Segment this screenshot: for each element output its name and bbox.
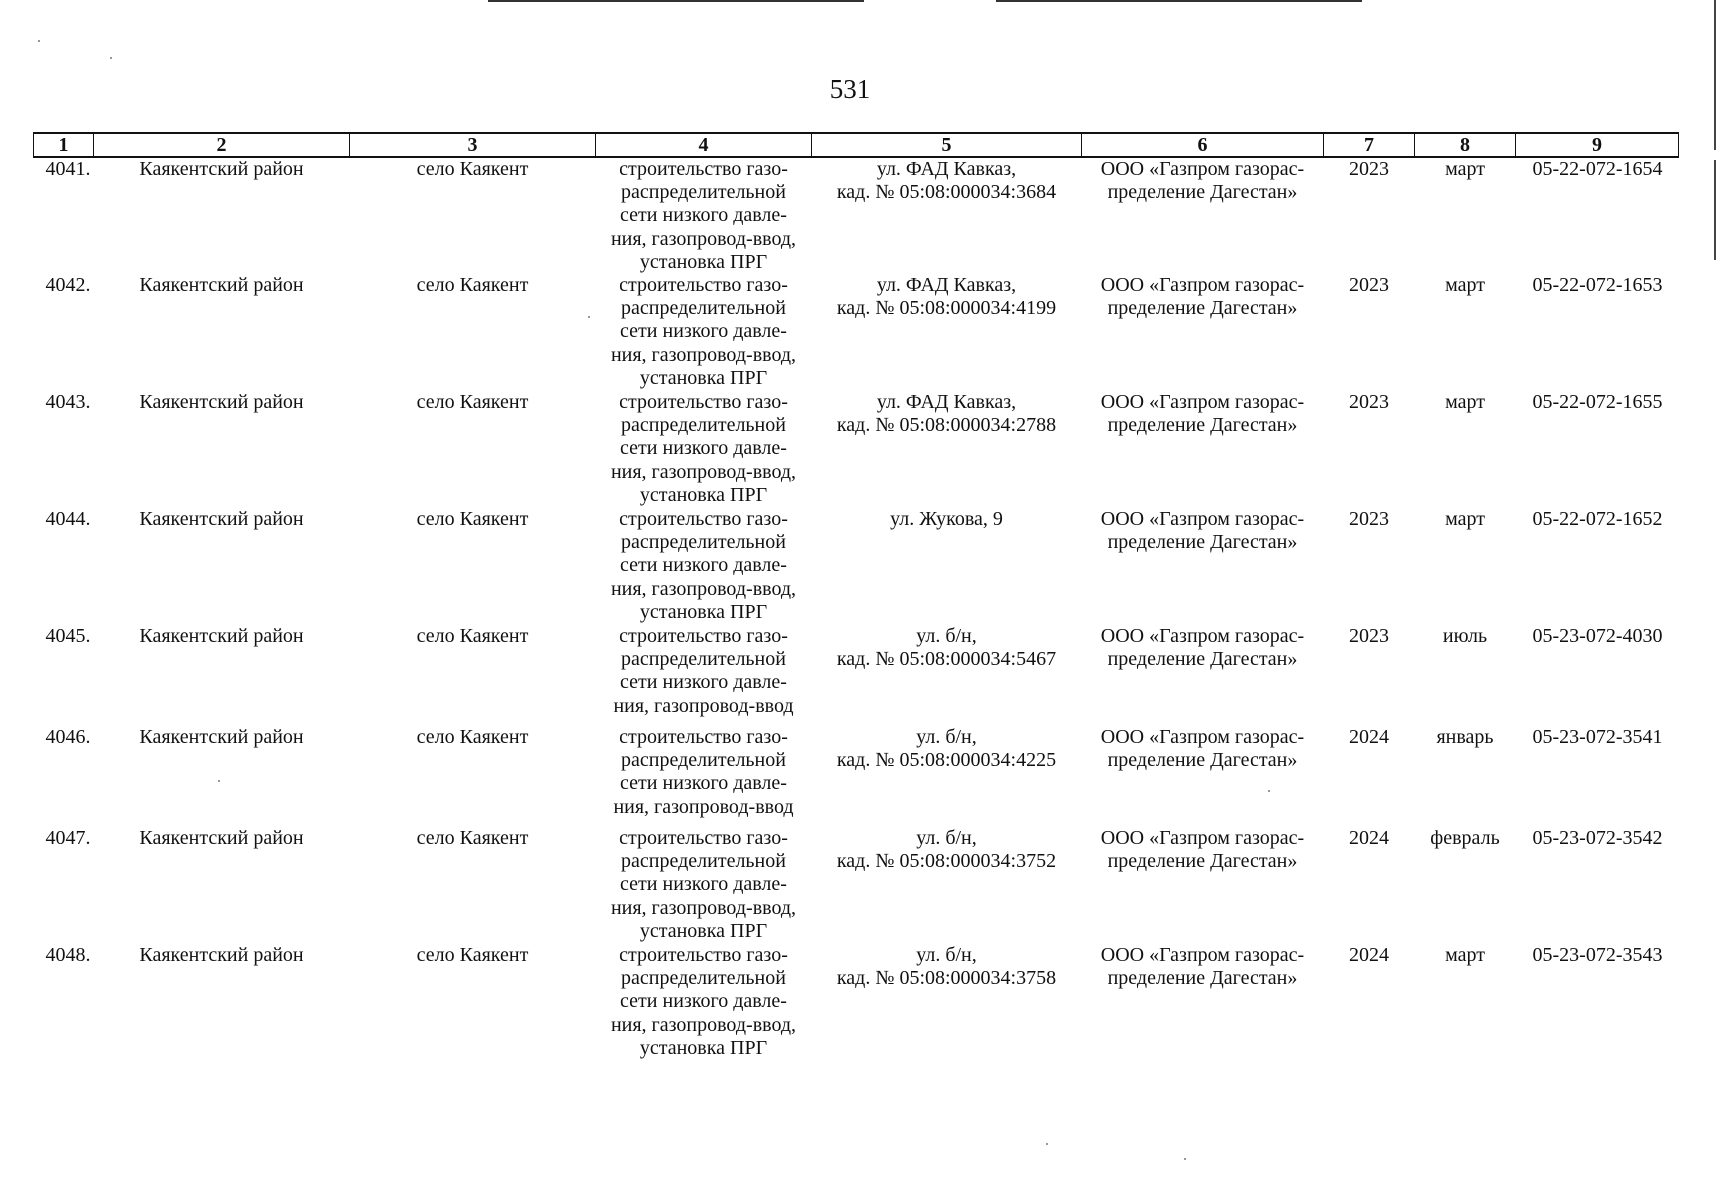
address-cell: ул. Жукова, 9: [890, 508, 1003, 531]
code-cell: 05-22-072-1654: [1532, 158, 1663, 180]
work-description-cell: строительство газо- распределительной сети низкого давле- ния, газопровод-ввод, установка ПРГ: [610, 944, 797, 1059]
settlement-cell: село Каякент: [416, 274, 529, 297]
address-cell: ул. б/н, кад. № 05:08:000034:3758: [836, 944, 1057, 990]
work-description-cell: строительство газо- распределительной сети низкого давле- ния, газопровод-ввод: [613, 625, 794, 717]
district-cell: Каякентский район: [139, 274, 304, 297]
row-number: 4044.: [45, 508, 91, 531]
column-header: 8: [1415, 133, 1516, 157]
year-cell: 2024: [1349, 726, 1389, 749]
scan-speck: [1268, 790, 1270, 792]
table-row: [34, 944, 1679, 1061]
owner-cell: ООО «Газпром газорас- пределение Дагестан»: [1100, 391, 1305, 437]
year-cell: 2023: [1349, 625, 1389, 648]
owner-cell: ООО «Газпром газорас- пределение Дагестан»: [1100, 508, 1305, 554]
address-cell: ул. ФАД Кавказ, кад. № 05:08:000034:4199: [836, 274, 1057, 320]
scan-speck: [38, 40, 40, 42]
page-number: 531: [829, 74, 871, 104]
table-row: [34, 274, 1679, 391]
work-description-cell: строительство газо- распределительной сети низкого давле- ния, газопровод-ввод, установка ПРГ: [610, 158, 797, 273]
table-row: [34, 726, 1679, 827]
settlement-cell: село Каякент: [416, 625, 529, 648]
row-number: 4046.: [45, 726, 91, 749]
year-cell: 2023: [1349, 158, 1389, 180]
scan-top-rule: [996, 0, 1362, 2]
settlement-cell: село Каякент: [416, 158, 529, 180]
district-cell: Каякентский район: [139, 508, 304, 531]
column-header: 7: [1324, 133, 1415, 157]
month-cell: июль: [1442, 625, 1488, 648]
table-row: [34, 391, 1679, 508]
table-row: [34, 625, 1679, 726]
scan-speck: [218, 780, 220, 782]
month-cell: март: [1445, 508, 1485, 531]
address-cell: ул. ФАД Кавказ, кад. № 05:08:000034:2788: [836, 391, 1057, 437]
column-header: 6: [1082, 133, 1324, 157]
district-cell: Каякентский район: [139, 827, 304, 850]
code-cell: 05-23-072-3543: [1532, 944, 1663, 967]
owner-cell: ООО «Газпром газорас- пределение Дагестан»: [1100, 726, 1305, 772]
district-cell: Каякентский район: [139, 391, 304, 414]
scan-speck: [110, 57, 112, 59]
settlement-cell: село Каякент: [416, 508, 529, 531]
month-cell: март: [1445, 944, 1485, 967]
address-cell: ул. б/н, кад. № 05:08:000034:3752: [836, 827, 1057, 873]
scan-speck: [1184, 1158, 1186, 1160]
row-number: 4047.: [45, 827, 91, 850]
year-cell: 2023: [1349, 274, 1389, 297]
district-cell: Каякентский район: [139, 726, 304, 749]
settlement-cell: село Каякент: [416, 827, 529, 850]
register-table: [33, 132, 1679, 1061]
owner-cell: ООО «Газпром газорас- пределение Дагестан»: [1100, 827, 1305, 873]
header-row: [34, 133, 1679, 157]
settlement-cell: село Каякент: [416, 944, 529, 967]
table-row: [34, 508, 1679, 625]
row-number: 4042.: [45, 274, 91, 297]
owner-cell: ООО «Газпром газорас- пределение Дагестан»: [1100, 625, 1305, 671]
work-description-cell: строительство газо- распределительной сети низкого давле- ния, газопровод-ввод, установка ПРГ: [610, 508, 797, 623]
row-number: 4048.: [45, 944, 91, 967]
row-number: 4045.: [45, 625, 91, 648]
column-header: 3: [350, 133, 596, 157]
column-header: 4: [596, 133, 812, 157]
code-cell: 05-22-072-1653: [1532, 274, 1663, 297]
owner-cell: ООО «Газпром газорас- пределение Дагестан»: [1100, 274, 1305, 320]
work-description-cell: строительство газо- распределительной сети низкого давле- ния, газопровод-ввод, установка ПРГ: [610, 827, 797, 942]
settlement-cell: село Каякент: [416, 391, 529, 414]
table-row: [34, 827, 1679, 944]
month-cell: март: [1445, 391, 1485, 414]
code-cell: 05-23-072-4030: [1532, 625, 1663, 648]
table-body: [34, 157, 1679, 1061]
district-cell: Каякентский район: [139, 625, 304, 648]
district-cell: Каякентский район: [139, 944, 304, 967]
work-description-cell: строительство газо- распределительной сети низкого давле- ния, газопровод-ввод: [613, 726, 794, 818]
work-description-cell: строительство газо- распределительной сети низкого давле- ния, газопровод-ввод, установка ПРГ: [610, 274, 797, 389]
column-header: 5: [812, 133, 1082, 157]
code-cell: 05-22-072-1655: [1532, 391, 1663, 414]
year-cell: 2024: [1349, 827, 1389, 850]
code-cell: 05-22-072-1652: [1532, 508, 1663, 531]
month-cell: февраль: [1430, 827, 1500, 850]
year-cell: 2023: [1349, 391, 1389, 414]
scan-speck: [1046, 1143, 1048, 1145]
scan-top-rule: [488, 0, 864, 2]
row-number: 4041.: [45, 158, 91, 180]
table-row: [34, 157, 1679, 274]
month-cell: январь: [1436, 726, 1494, 749]
district-cell: Каякентский район: [139, 158, 304, 180]
year-cell: 2024: [1349, 944, 1389, 967]
table-header: [34, 133, 1679, 157]
address-cell: ул. б/н, кад. № 05:08:000034:5467: [836, 625, 1057, 671]
code-cell: 05-23-072-3541: [1532, 726, 1663, 749]
row-number: 4043.: [45, 391, 91, 414]
owner-cell: ООО «Газпром газорас- пределение Дагестан»: [1100, 158, 1305, 203]
month-cell: март: [1445, 158, 1485, 180]
address-cell: ул. ФАД Кавказ, кад. № 05:08:000034:3684: [836, 158, 1057, 203]
month-cell: март: [1445, 274, 1485, 297]
settlement-cell: село Каякент: [416, 726, 529, 749]
owner-cell: ООО «Газпром газорас- пределение Дагестан»: [1100, 944, 1305, 990]
scan-speck: [588, 316, 590, 318]
work-description-cell: строительство газо- распределительной сети низкого давле- ния, газопровод-ввод, установка ПРГ: [610, 391, 797, 506]
address-cell: ул. б/н, кад. № 05:08:000034:4225: [836, 726, 1057, 772]
column-header: 1: [34, 133, 94, 157]
column-header: 2: [94, 133, 350, 157]
code-cell: 05-23-072-3542: [1532, 827, 1663, 850]
column-header: 9: [1516, 133, 1679, 157]
year-cell: 2023: [1349, 508, 1389, 531]
